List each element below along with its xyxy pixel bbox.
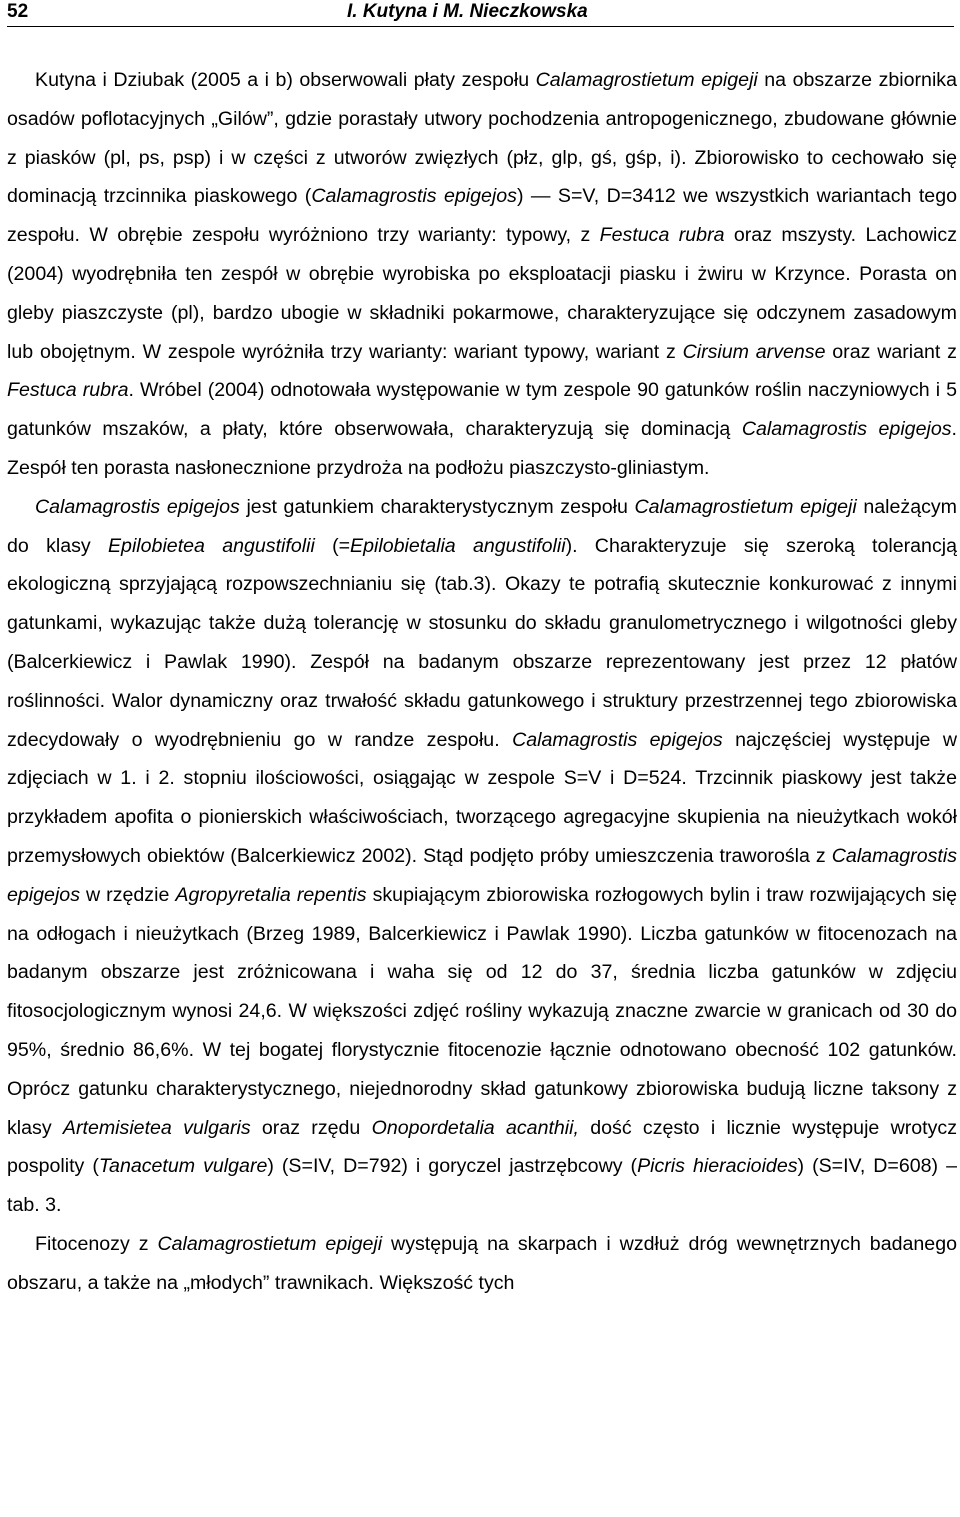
text-run: ) (S=IV, D=608) – tab. 3. — [7, 1155, 957, 1217]
text-run: ) (S=IV, D=792) i goryczel jastrzębcowy ( — [267, 1155, 638, 1178]
taxon-name: Calamagrostis epigejos — [7, 844, 957, 906]
taxon-name: Calamagrostietum epigeji — [634, 495, 857, 518]
paragraph — [7, 488, 957, 1225]
page-header — [7, 0, 954, 27]
taxon-name: Calamagrostis epigejos — [35, 495, 240, 518]
taxon-name: Artemisietea vulgaris — [62, 1116, 251, 1139]
article-body — [7, 61, 957, 1303]
paragraph — [7, 1225, 957, 1303]
text-run: występują na skarpach i wzdłuż dróg wewnętrznych badanego obszaru, a także na „młodych” trawnikach. Większość tych — [7, 1232, 957, 1294]
taxon-name: Onopordetalia acanthii, — [371, 1116, 579, 1139]
taxon-name: Epilobietea angustifolii — [107, 534, 315, 557]
text-run: oraz rzędu — [250, 1116, 372, 1139]
text-run: . Wróbel (2004) odnotowała występowanie w tym zespole 90 gatunków roślin naczyniowych i 5 gatunków mszaków, a płaty, które obserwowała, charakteryzują się dominacją — [7, 379, 957, 441]
taxon-name: Cirsium arvense — [682, 340, 826, 363]
text-run: ). Charakteryzuje się szeroką tolerancją ekologiczną sprzyjającą rozpowszechnianiu się (tab.3). Okazy te potrafią skutecznie konkurować z innymi gatunkami, wykazując także dużą tolerancję w stosunku do składu granulometrycznego i wilgotności gleby (Balcerkiewicz i Pawlak 1990). Zespół na badanym obszarze reprezentowany jest przez 12 płatów roślinności. Walor dynamiczny oraz trwałość składu gatunkowego i struktury przestrzennej tego zbiorowiska zdecydowały o wyodrębnieniu go w randze zespołu. — [7, 534, 957, 751]
paragraph — [7, 61, 957, 488]
taxon-name: Festuca rubra — [599, 224, 725, 247]
taxon-name: Festuca rubra — [7, 379, 129, 402]
text-run: (= — [314, 534, 351, 557]
taxon-name: Calamagrostis epigejos — [512, 728, 723, 751]
taxon-name: Calamagrostis epigejos — [311, 185, 517, 208]
text-run: ) — S=V, D=3412 we wszystkich wariantach tego zespołu. W obrębie zespołu wyróżniono trzy warianty: typowy, z — [7, 185, 957, 247]
text-run: należącym do klasy — [7, 495, 958, 557]
text-run: najczęściej występuje w zdjęciach w 1. i 2. stopniu ilościowości, osiągając w zespole S=V i D=524. Trzcinnik piaskowy jest także przykładem apofita o pionierskich właściwościach, tworzącego agregacyjne skupienia na nieużytkach wokół przemysłowych obiektów (Balcerkiewicz 2002). Stąd podjęto próby umieszczenia traworośla z — [7, 728, 957, 867]
text-run: skupiającym zbiorowiska rozłogowych bylin i traw rozwijających się na odłogach i nieużytkach (Brzeg 1989, Balcerkiewicz i Pawlak 1990). Liczba gatunków w fitocenozach na badanym obszarze jest zróżnicowana i waha się od 12 do 37, średnia liczba gatunków w zdjęciu fitosocjologicznym wynosi 24,6. W większości zdjęć rośliny wykazują znaczne zwarcie w granicach od 30 do 95%, średnio 86,6%. W tej bogatej florystycznie fitocenozie łącznie odnotowano obecność 102 gatunków. Oprócz gatunku charakterystycznego, niejednorodny skład gatunkowy zbiorowiska budują liczne taksony z klasy — [7, 883, 957, 1139]
text-run: Fitocenozy z — [35, 1232, 158, 1255]
taxon-name: Epilobietalia angustifolii — [350, 534, 566, 557]
page-number: 52 — [7, 1, 29, 22]
taxon-name: Calamagrostietum epigeji — [157, 1232, 383, 1255]
text-run: jest gatunkiem charakterystycznym zespołu — [239, 495, 635, 518]
text-run: Kutyna i Dziubak (2005 a i b) obserwowali płaty zespołu — [35, 69, 536, 91]
taxon-name: Calamagrostietum epigeji — [535, 69, 758, 91]
taxon-name: Agropyretalia repentis — [175, 883, 367, 906]
running-head: I. Kutyna i M. Nieczkowska — [347, 1, 588, 22]
taxon-name: Tanacetum vulgare — [98, 1155, 268, 1178]
text-run: dość często i licznie występuje wrotycz pospolity ( — [7, 1116, 958, 1178]
text-run: w rzędzie — [80, 883, 176, 906]
text-run: oraz wariant z — [825, 340, 957, 363]
taxon-name: Picris hieracioides — [637, 1155, 798, 1178]
taxon-name: Calamagrostis epigejos — [741, 418, 952, 441]
text-run: . Zespół ten porasta nasłonecznione przydroża na podłożu piaszczysto-gliniastym. — [7, 418, 957, 479]
text-run: na obszarze zbiornika osadów poflotacyjnych „Gilów”, gdzie porastały utwory pochodzenia antropogenicznego, zbudowane głównie z piasków (pl, ps, psp) i w części z utworów zwięzłych (płz, glp, gś, gśp, i). Zbiorowisko to cechowało się dominacją trzcinnika piaskowego ( — [7, 69, 957, 208]
text-run: oraz mszysty. Lachowicz (2004) wyodrębniła ten zespół w obrębie wyrobiska po eksploatacji piasku i żwiru w Krzynce. Porasta on gleby piaszczyste (pl), bardzo ubogie w składniki pokarmowe, charakteryzujące się odczynem zasadowym lub obojętnym. W zespole wyróżniła trzy warianty: wariant typowy, wariant z — [7, 224, 957, 363]
